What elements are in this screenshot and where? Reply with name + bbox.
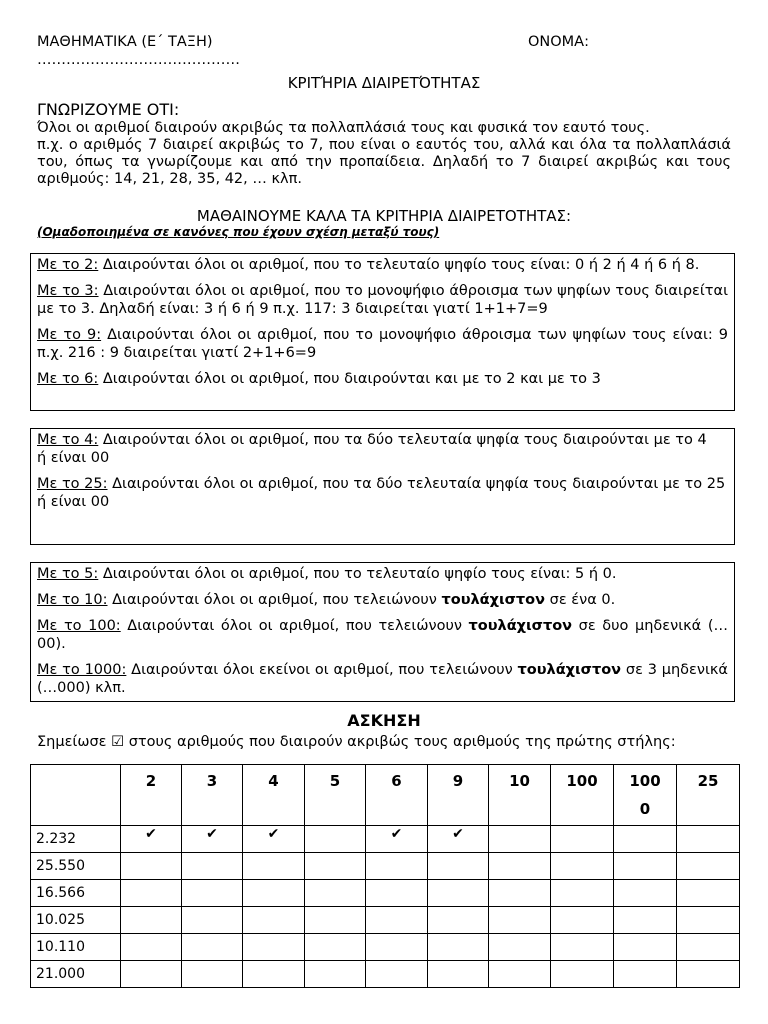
check-cell[interactable] — [243, 826, 305, 853]
row-number-cell: 2.232 — [31, 826, 121, 853]
check-cell[interactable] — [121, 826, 182, 853]
exercise-table — [30, 764, 740, 988]
intro-line: Όλοι οι αριθμοί διαιρούν ακριβώς τα πολλαπλάσιά τους και φυσικά τον εαυτό τους. — [37, 120, 650, 136]
criteria-subheading: (Ομαδοποιημένα σε κανόνες που έχουν σχέση μεταξύ τους) — [37, 225, 440, 239]
check-cell[interactable] — [489, 853, 551, 880]
check-cell[interactable] — [428, 934, 489, 961]
header-cell: 6 — [366, 765, 428, 826]
check-cell[interactable] — [489, 826, 551, 853]
rule-25-extra: ή είναι 00 — [37, 494, 110, 510]
check-cell[interactable] — [305, 961, 366, 988]
check-cell[interactable] — [614, 961, 677, 988]
table-row — [31, 934, 740, 961]
header-cell: 3 — [182, 765, 243, 826]
check-cell[interactable] — [366, 853, 428, 880]
rule-5-label: Με το 5: — [37, 566, 99, 582]
rule-4-extra: ή είναι 00 — [37, 450, 110, 466]
exercise-heading: ΑΣΚΗΣΗ — [347, 711, 421, 730]
check-cell[interactable] — [305, 880, 366, 907]
rule-2-label: Με το 2: — [37, 257, 99, 273]
rules-box-4-25 — [30, 428, 735, 545]
check-mark-icon: ✔ — [390, 826, 403, 842]
check-cell[interactable] — [305, 907, 366, 934]
check-cell[interactable] — [243, 880, 305, 907]
rule-1000-bold: τουλάχιστον — [517, 662, 622, 678]
criteria-heading: ΜΑΘΑΙΝΟΥΜΕ ΚΑΛΑ ΤΑ ΚΡΙΤΗΡΙΑ ΔΙΑΙΡΕΤΟΤΗΤΑΣ: — [196, 207, 572, 225]
name-label: ΟΝΟΜΑ: — [528, 34, 589, 50]
header-cell: 2 — [121, 765, 182, 826]
rule-10-bold: τουλάχιστον — [441, 592, 546, 608]
table-row — [31, 880, 740, 907]
rule-6 — [37, 370, 728, 388]
rule-25-text: Διαιρούνται όλοι οι αριθμοί, που τα δύο τελευταία ψηφία τους διαιρούνται με το 25 — [107, 476, 726, 492]
check-cell[interactable] — [428, 853, 489, 880]
row-number-cell: 21.000 — [31, 961, 121, 988]
rule-25 — [37, 475, 728, 511]
rule-6-text: Διαιρούνται όλοι οι αριθμοί, που διαιρούνται και με το 2 και με το 3 — [98, 371, 601, 387]
rule-10-text: Διαιρούνται όλοι οι αριθμοί, που τελειώνουν — [107, 592, 442, 608]
rule-1000-post: σε 3 μηδενικά (…000) κλπ. — [37, 662, 728, 696]
header-corner-cell — [31, 765, 121, 826]
header-cell: 10 — [489, 765, 551, 826]
check-cell[interactable] — [366, 934, 428, 961]
check-cell[interactable] — [428, 961, 489, 988]
rule-10 — [37, 591, 728, 609]
check-cell[interactable] — [182, 853, 243, 880]
table-row — [31, 853, 740, 880]
rule-1000 — [37, 661, 728, 697]
header-cell: 4 — [243, 765, 305, 826]
rule-2-text: Διαιρούνται όλοι οι αριθμοί, που το τελευταίο ψηφίο τους είναι: 0 ή 2 ή 4 ή 6 ή 8. — [98, 257, 700, 273]
check-cell[interactable] — [551, 853, 614, 880]
rule-1000-label: Με το 1000: — [37, 662, 127, 678]
rule-1000-text: Διαιρούνται όλοι εκείνοι οι αριθμοί, που τελειώνουν — [126, 662, 518, 678]
subject-title: ΜΑΘΗΜΑΤΙΚΑ (Ε΄ ΤΑΞΗ) — [37, 34, 213, 50]
rules-box-5-10-100-1000 — [30, 562, 735, 702]
rules-box-2-3-9-6 — [30, 253, 735, 411]
check-cell[interactable] — [677, 880, 740, 907]
table-row — [31, 826, 740, 853]
rule-9-text: Διαιρούνται όλοι οι αριθμοί, που το μονοψήφιο άθροισμα των ψηφίων τους είναι: 9 π.χ. 216 : 9 διαιρείται γιατί 2+1+6=9 — [37, 327, 728, 361]
check-cell[interactable] — [551, 826, 614, 853]
check-cell[interactable] — [489, 880, 551, 907]
check-cell[interactable] — [677, 826, 740, 853]
rule-9-label: Με το 9: — [37, 327, 102, 343]
check-cell[interactable] — [677, 853, 740, 880]
name-dots: …………………………………… — [37, 52, 240, 68]
check-cell[interactable] — [551, 934, 614, 961]
rule-5 — [37, 565, 728, 583]
check-cell[interactable] — [305, 853, 366, 880]
check-cell[interactable] — [182, 880, 243, 907]
check-cell[interactable] — [243, 934, 305, 961]
rule-100-label: Με το 100: — [37, 618, 121, 634]
rule-100-bold: τουλάχιστον — [468, 618, 573, 634]
row-number-cell: 25.550 — [31, 853, 121, 880]
check-cell[interactable] — [182, 907, 243, 934]
check-cell[interactable] — [614, 934, 677, 961]
check-cell[interactable] — [182, 961, 243, 988]
check-cell[interactable] — [121, 880, 182, 907]
rule-100-post: σε δυο μηδενικά (…00). — [37, 618, 728, 652]
check-cell[interactable] — [489, 907, 551, 934]
check-cell[interactable] — [121, 853, 182, 880]
header-cell: 1000 — [614, 765, 677, 826]
intro-paragraph: π.χ. ο αριθμός 7 διαιρεί ακριβώς το 7, που είναι ο εαυτός του, αλλά και όλα τα πολλαπλάσιά του, όπως τα γνωρίζουμε και από την προπαίδεια. Δηλαδή το 7 διαιρεί ακριβώς και τους αριθμούς: 14, 21, 28, 35, 42, … κλπ. — [37, 137, 731, 187]
check-cell[interactable] — [243, 961, 305, 988]
check-cell[interactable] — [121, 907, 182, 934]
check-cell[interactable] — [243, 907, 305, 934]
check-cell[interactable] — [121, 934, 182, 961]
row-number-cell: 16.566 — [31, 880, 121, 907]
table-row — [31, 961, 740, 988]
rule-100-text: Διαιρούνται όλοι οι αριθμοί, που τελειώνουν — [120, 618, 469, 634]
page-title: ΚΡΙΤΉΡΙΑ ΔΙΑΙΡΕΤΌΤΗΤΑΣ — [287, 74, 481, 92]
check-cell[interactable] — [614, 826, 677, 853]
row-number-cell: 10.110 — [31, 934, 121, 961]
rule-25-label: Με το 25: — [37, 476, 108, 492]
rule-4-label: Με το 4: — [37, 432, 99, 448]
check-cell[interactable] — [305, 826, 366, 853]
table-header-row — [31, 765, 740, 826]
rule-10-post: σε ένα 0. — [545, 592, 616, 608]
check-cell[interactable] — [551, 880, 614, 907]
rule-4-text: Διαιρούνται όλοι οι αριθμοί, που τα δύο τελευταία ψηφία τους διαιρούνται με το 4 — [98, 432, 707, 448]
check-mark-icon: ✔ — [452, 826, 464, 842]
rule-3 — [37, 282, 728, 318]
rule-3-text: Διαιρούνται όλοι οι αριθμοί, που το μονοψήφιο άθροισμα των ψηφίων τους διαιρείται με το 3. Δηλαδή είναι: 3 ή 6 ή 9 π.χ. 117: 3 διαιρείται γιατί 1+1+7=9 — [37, 283, 728, 317]
check-cell[interactable] — [182, 826, 243, 853]
check-cell[interactable] — [551, 961, 614, 988]
check-cell[interactable] — [305, 934, 366, 961]
check-cell[interactable] — [428, 826, 489, 853]
rule-4 — [37, 431, 728, 467]
row-number-cell: 10.025 — [31, 907, 121, 934]
rule-100 — [37, 617, 728, 653]
check-cell[interactable] — [428, 907, 489, 934]
rule-5-text: Διαιρούνται όλοι οι αριθμοί, που το τελευταίο ψηφίο τους είναι: 5 ή 0. — [98, 566, 617, 582]
rule-9 — [37, 326, 728, 362]
check-mark-icon: ✔ — [206, 826, 218, 842]
check-cell[interactable] — [551, 907, 614, 934]
check-cell[interactable] — [489, 961, 551, 988]
check-cell[interactable] — [677, 907, 740, 934]
exercise-instruction: Σημείωσε ☑ στους αριθμούς που διαιρούν ακριβώς τους αριθμούς της πρώτης στήλης: — [37, 734, 676, 750]
rule-2 — [37, 256, 728, 274]
check-cell[interactable] — [677, 961, 740, 988]
rule-3-label: Με το 3: — [37, 283, 99, 299]
check-cell[interactable] — [182, 934, 243, 961]
check-cell[interactable] — [489, 934, 551, 961]
check-cell[interactable] — [614, 880, 677, 907]
check-cell[interactable] — [428, 880, 489, 907]
check-cell[interactable] — [614, 853, 677, 880]
intro-heading: ΓΝΩΡΙΖΟΥΜΕ ΟΤΙ: — [37, 100, 180, 119]
check-mark-icon: ✔ — [145, 826, 157, 842]
header-cell: 5 — [305, 765, 366, 826]
check-cell[interactable] — [121, 961, 182, 988]
check-cell[interactable] — [366, 961, 428, 988]
check-cell[interactable] — [366, 907, 428, 934]
check-cell[interactable] — [243, 853, 305, 880]
rule-10-label: Με το 10: — [37, 592, 108, 608]
header-cell: 25 — [677, 765, 740, 826]
header-cell: 100 — [551, 765, 614, 826]
check-mark-icon: ✔ — [267, 826, 280, 842]
rule-6-label: Με το 6: — [37, 371, 99, 387]
table-row — [31, 907, 740, 934]
header-cell: 9 — [428, 765, 489, 826]
check-cell[interactable] — [366, 880, 428, 907]
check-cell[interactable] — [677, 934, 740, 961]
check-cell[interactable] — [614, 907, 677, 934]
check-cell[interactable] — [366, 826, 428, 853]
